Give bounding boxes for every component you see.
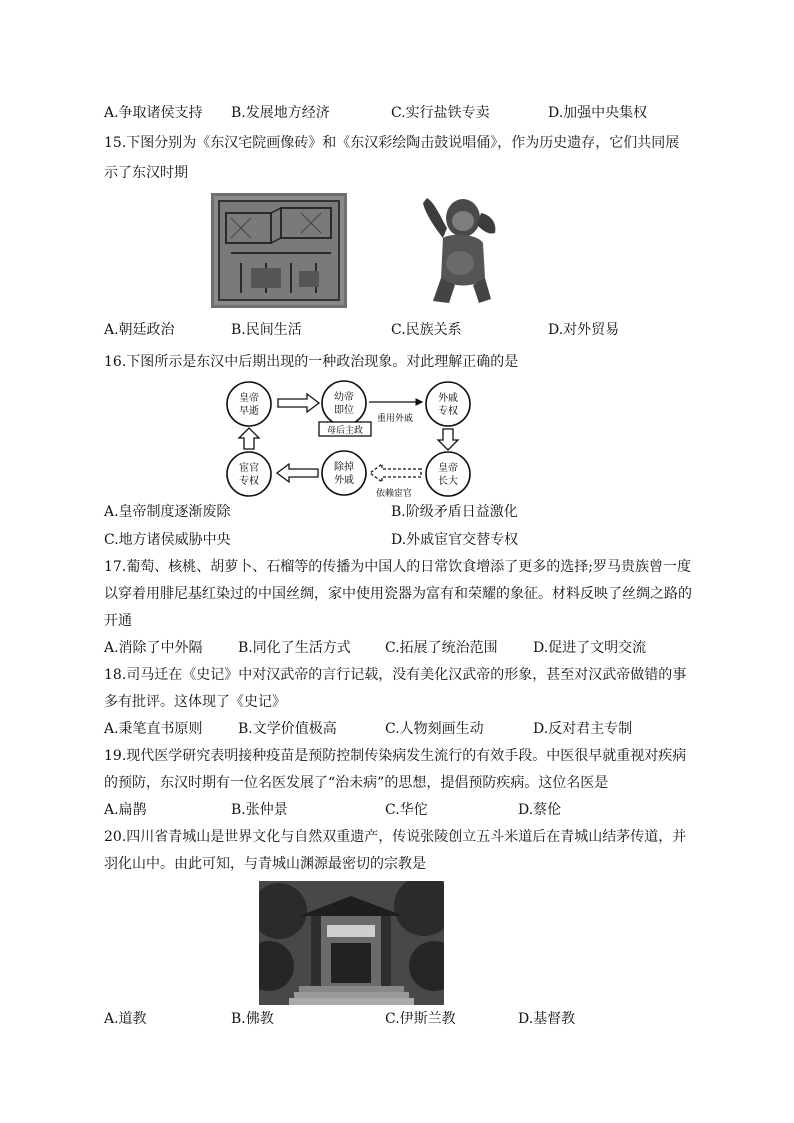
q15-option-c: C.民族关系 — [391, 322, 462, 338]
q17-option-c: C.拓展了统治范围 — [385, 640, 498, 656]
q20-option-b: B.佛教 — [231, 1011, 274, 1027]
q20-option-c: C.伊斯兰教 — [385, 1011, 456, 1027]
node-emperor-grown — [426, 452, 470, 496]
node-young-emperor-line2: 即位 — [334, 405, 354, 416]
q20-option-a: A.道教 — [104, 1011, 147, 1027]
q15-option-d: D.对外贸易 — [548, 322, 620, 338]
q18-option-a: A.秉笔直书原则 — [104, 721, 203, 737]
han-courtyard-brick-image — [211, 193, 347, 308]
node-remove-consort — [322, 451, 366, 495]
q15-option-a: A.朝廷政治 — [104, 322, 175, 338]
node-eunuch-power — [227, 452, 271, 496]
q20-option-d: D.基督教 — [518, 1011, 576, 1027]
q18-stem-line2: 多有批评。这体现了《史记》 — [104, 694, 286, 710]
arrow-emperor-grown-to-remove-consort — [370, 464, 421, 482]
q17-option-b: B.同化了生活方式 — [238, 640, 351, 656]
q18-stem-line1: 18.司马迁在《史记》中对汉武帝的言行记载，没有美化汉武帝的形象，甚至对汉武帝做错的事 — [104, 667, 687, 683]
arrow-eunuch-to-early-death — [239, 428, 259, 449]
q16-option-b: B.阶级矛盾日益激化 — [391, 504, 518, 520]
node-emperor-grown-line2: 长大 — [438, 476, 458, 487]
q17-stem-line2: 以穿着用腓尼基红染过的中国丝绸，家中使用瓷器为富有和荣耀的象征。材料反映了丝绸之路的 — [104, 586, 692, 602]
q18-option-d: D.反对君主专制 — [533, 721, 633, 737]
q14-option-b: B.发展地方经济 — [231, 105, 330, 121]
q17-option-d: D.促进了文明交流 — [533, 640, 647, 656]
q19-option-c: C.华佗 — [385, 802, 428, 818]
node-consort-power — [426, 382, 470, 426]
node-emperor-early-death-line1: 皇帝 — [239, 393, 259, 404]
q16-option-c: C.地方诸侯威胁中央 — [104, 532, 231, 548]
q15-stem-line2: 示了东汉时期 — [104, 165, 188, 181]
q18-option-c: C.人物刻画生动 — [385, 721, 484, 737]
q17-stem-line3: 开通 — [104, 613, 132, 629]
edge-label-rely-eunuch: 依赖宦官 — [375, 489, 413, 499]
q16-option-a: A.皇帝制度逐渐废除 — [104, 504, 231, 520]
q20-stem-line1: 20.四川省青城山是世界文化与自然双重遗产，传说张陵创立五斗米道后在青城山结茅传道，并 — [104, 829, 687, 845]
q19-stem-line1: 19.现代医学研究表明接种疫苗是预防控制传染病发生流行的有效手段。中医很早就重视对疾病 — [104, 748, 687, 764]
arrow-early-death-to-young-emperor — [278, 394, 319, 412]
regent-box-label: 母后主政 — [326, 426, 364, 436]
politics-cycle-diagram — [222, 378, 482, 500]
q19-option-a: A.扁鹊 — [104, 802, 147, 818]
node-consort-power-line1: 外戚 — [438, 393, 458, 404]
node-remove-consort-line1: 除掉 — [334, 462, 354, 473]
arrow-remove-consort-to-eunuch — [277, 464, 318, 482]
qingcheng-mountain-gate-image — [259, 881, 444, 1005]
q17-option-a: A.消除了中外隔 — [104, 640, 203, 656]
q14-option-d: D.加强中央集权 — [548, 105, 648, 121]
q14-option-a: A.争取诸侯支持 — [104, 105, 203, 121]
q18-option-b: B.文学价值极高 — [238, 721, 337, 737]
node-emperor-grown-line1: 皇帝 — [438, 463, 458, 474]
node-young-emperor-line1: 幼帝 — [334, 392, 354, 403]
q19-option-d: D.蔡伦 — [518, 802, 562, 818]
node-consort-power-line2: 专权 — [438, 406, 458, 417]
q20-stem-line2: 羽化山中。由此可知，与青城山渊源最密切的宗教是 — [104, 856, 426, 872]
node-eunuch-power-line2: 专权 — [239, 476, 259, 487]
q15-stem-line1: 15.下图分别为《东汉宅院画像砖》和《东汉彩绘陶击鼓说唱俑》，作为历史遗存，它们共同展 — [104, 135, 680, 151]
edge-label-rely-consort: 重用外戚 — [376, 414, 414, 424]
q14-option-c: C.实行盐铁专卖 — [391, 105, 490, 121]
node-emperor-early-death — [227, 382, 271, 426]
arrow-consort-to-emperor-grown — [438, 429, 458, 450]
q16-option-d: D.外戚宦官交替专权 — [391, 532, 519, 548]
q15-option-b: B.民间生活 — [231, 322, 302, 338]
q19-stem-line2: 的预防，东汉时期有一位名医发展了“治未病”的思想，提倡预防疾病。这位名医是 — [104, 775, 609, 791]
q16-stem: 16.下图所示是东汉中后期出现的一种政治现象。对此理解正确的是 — [104, 354, 519, 370]
node-emperor-early-death-line2: 早逝 — [239, 406, 259, 417]
node-young-emperor — [322, 381, 366, 425]
q17-stem-line1: 17.葡萄、核桃、胡萝卜、石榴等的传播为中国人的日常饮食增添了更多的选择;罗马贵族曾一度 — [104, 559, 691, 575]
han-drummer-figurine-image — [415, 193, 500, 308]
node-eunuch-power-line1: 宦官 — [239, 463, 259, 474]
node-remove-consort-line2: 外戚 — [334, 475, 354, 486]
q19-option-b: B.张仲景 — [231, 802, 288, 818]
